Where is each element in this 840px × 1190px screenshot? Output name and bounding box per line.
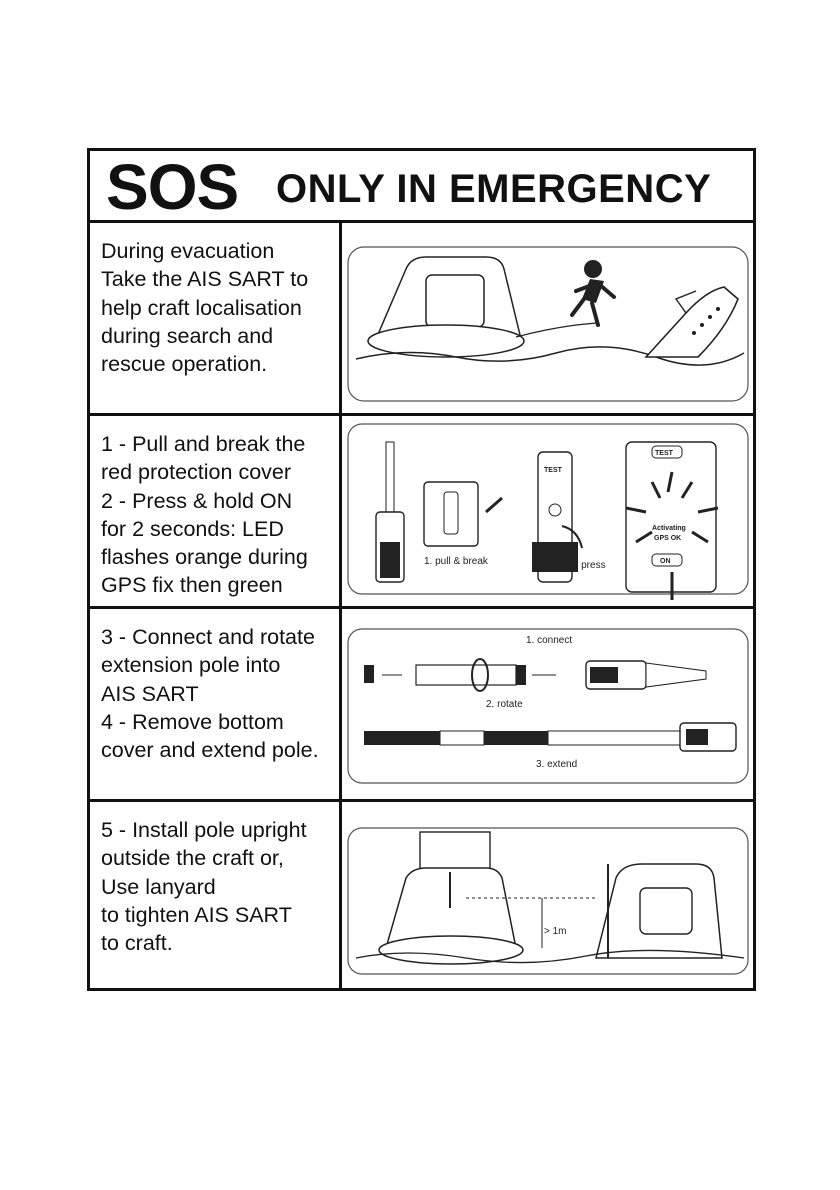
activating-label: Activating	[652, 525, 686, 532]
test-label: TEST	[655, 450, 673, 457]
sos-title: SOS	[106, 151, 239, 223]
extension-illustration	[346, 615, 750, 793]
emergency-subtitle: ONLY IN EMERGENCY	[276, 167, 712, 211]
step-row-install	[90, 802, 753, 988]
step-line: rescue operation.	[101, 352, 268, 377]
step-line: Use lanyard	[101, 874, 216, 899]
gps-ok-label: GPS OK	[654, 535, 682, 542]
install-drawing	[346, 808, 750, 980]
step-row-extension	[90, 609, 753, 802]
evacuation-drawing	[346, 229, 750, 407]
activate-illustration	[346, 422, 750, 600]
step-line: to craft.	[101, 931, 173, 956]
step-line: help craft localisation	[101, 295, 302, 320]
step-line: 4 - Remove bottom	[101, 709, 284, 734]
step-line: 3 - Connect and rotate	[101, 625, 315, 649]
step-line: during search and	[101, 323, 274, 348]
step-row-evacuation	[90, 223, 753, 416]
extend-label: 3. extend	[536, 759, 578, 770]
step-line: red protection cover	[101, 460, 292, 485]
step-text-install	[90, 802, 342, 988]
press-label: 2. press	[570, 560, 606, 571]
step-line: 1 - Pull and break the	[101, 432, 306, 456]
step-line: cover and extend pole.	[101, 738, 319, 763]
step-text-activate	[90, 416, 342, 606]
person-running-icon	[572, 260, 614, 325]
rotate-label: 2. rotate	[486, 699, 523, 710]
emergency-instruction-card	[87, 148, 756, 991]
connect-label: 1. connect	[526, 635, 573, 646]
extension-drawing	[346, 615, 750, 793]
step-line: outside the craft or,	[101, 846, 284, 871]
step-line: 2 - Press & hold ON	[101, 488, 293, 513]
sinking-ship-icon	[646, 287, 738, 357]
step-line: GPS fix then green	[101, 573, 283, 598]
step-line: Take the AIS SART to	[101, 267, 309, 292]
step-line: 5 - Install pole upright	[101, 818, 307, 842]
step-line: for 2 seconds: LED	[101, 516, 284, 541]
step-line: During evacuation	[101, 239, 275, 263]
extension-pole-icon	[364, 723, 736, 751]
step-row-activate	[90, 416, 753, 609]
install-illustration	[346, 808, 750, 980]
sart-device-side-icon	[586, 661, 706, 689]
protection-cover-icon	[424, 482, 502, 546]
on-label: ON	[660, 558, 671, 565]
step-text-evacuation	[90, 223, 342, 413]
step-line: flashes orange during	[101, 545, 308, 570]
height-label: > 1m	[544, 926, 567, 937]
activate-drawing	[346, 422, 750, 600]
card-header	[90, 151, 753, 223]
sart-device-icon	[376, 442, 404, 582]
step-line: extension pole into	[101, 653, 281, 678]
evacuation-illustration	[346, 229, 750, 407]
test-label-small: TEST	[544, 467, 562, 474]
liferaft-with-pole-icon	[379, 832, 523, 964]
step-text-extension	[90, 609, 342, 799]
liferaft-side-icon	[596, 864, 722, 958]
pull-label: 1. pull & break	[424, 556, 488, 567]
led-flash-icon	[626, 442, 718, 600]
step-line: to tighten AIS SART	[101, 902, 292, 927]
step-line: AIS SART	[101, 681, 199, 706]
